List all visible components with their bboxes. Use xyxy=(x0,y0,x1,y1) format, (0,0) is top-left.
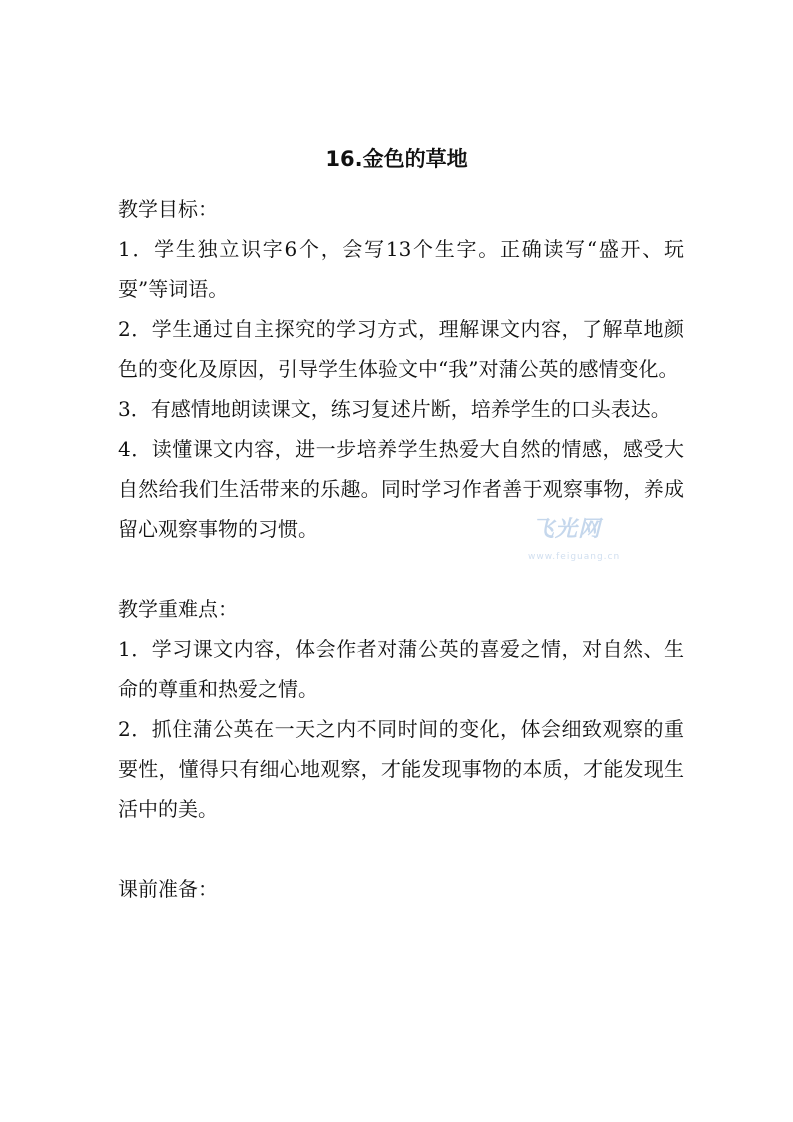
objective-item-1: 1．学生独立识字6个，会写13个生字。正确读写“盛开、玩耍”等词语。 xyxy=(118,237,684,301)
objective-item-3: 3．有感情地朗读课文，练习复述片断，培养学生的口头表达。 xyxy=(118,397,671,421)
objective-item-4: 4．读懂课文内容，进一步培养学生热爱大自然的情感，感受大自然给我们生活带来的乐趣。同时学习作者善于观察事物，养成留心观察事物的习惯。 xyxy=(118,437,684,541)
objective-item-2: 2．学生通过自主探究的学习方式，理解课文内容，了解草地颜色的变化及原因，引导学生体验文中“我”对蒲公英的感情变化。 xyxy=(118,317,684,381)
watermark-logo xyxy=(522,508,621,580)
document-title: 16.金色的草地 xyxy=(325,147,468,171)
watermark-text: 飞光网 xyxy=(532,517,602,542)
section-heading-key-points: 教学重难点： xyxy=(118,597,238,621)
section-heading-objectives: 教学目标： xyxy=(118,197,218,221)
watermark-subtext: www.feiguang.cn xyxy=(528,552,621,562)
key-point-item-1: 1．学习课文内容，体会作者对蒲公英的喜爱之情，对自然、生命的尊重和热爱之情。 xyxy=(118,637,684,701)
section-spacer xyxy=(118,829,684,869)
section-heading-preparation: 课前准备： xyxy=(118,877,218,901)
key-point-item-2: 2．抓住蒲公英在一天之内不同时间的变化，体会细致观察的重要性，懂得只有细心地观察，才能发现事物的本质，才能发现生活中的美。 xyxy=(118,717,684,821)
